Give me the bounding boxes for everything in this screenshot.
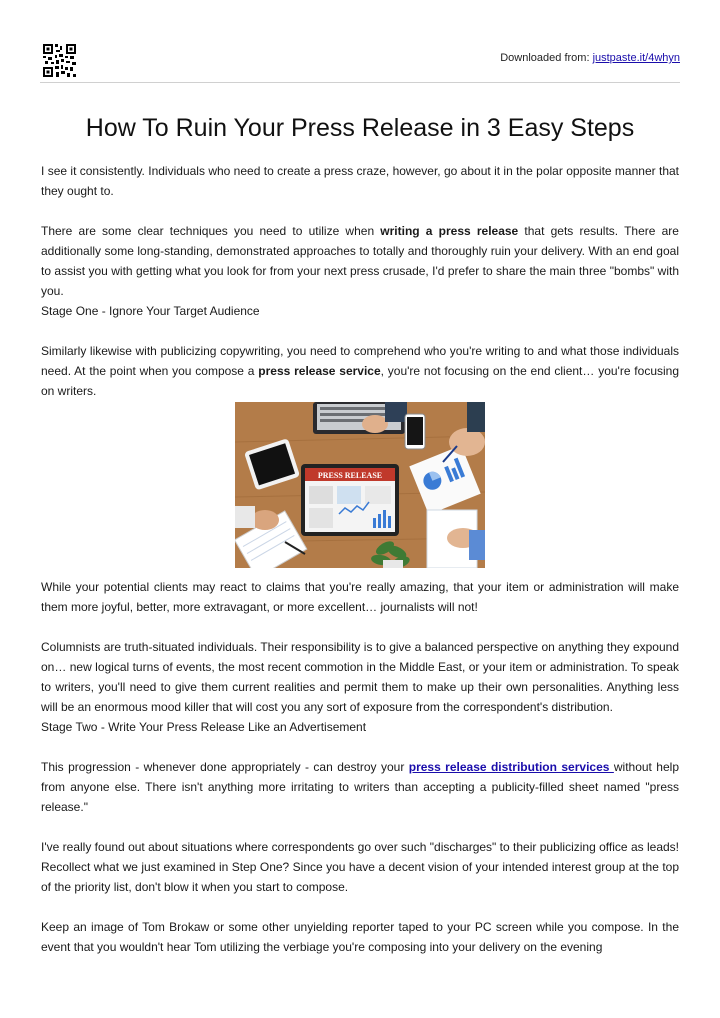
paragraph: Columnists are truth-situated individuals. Their responsibility is to give a balanced perspective on anything they expound on… new logical turns of events, the most recent commotion in the Middle East, or your item or administration. To speak to writers, you'll need to give them current realities and permit them to make up their own personalities. Anything less will be an enormous mood killer that will cost you any sort of exposure from the correspondent's distribution.: [41, 640, 679, 714]
paragraph-text: There are some clear techniques you need to utilize when: [41, 224, 381, 238]
download-source: [500, 52, 680, 64]
bold-phrase: writing a press release: [380, 224, 519, 238]
paragraph: While your potential clients may react to claims that you're really amazing, that your item or administration will make them more joyful, better, more extravagant, or more excellent… journalists will not!: [41, 580, 679, 614]
paragraph-text: This progression - whenever done appropriately - can destroy your: [41, 760, 409, 774]
page-header: [40, 42, 680, 83]
download-label: Downloaded from:: [500, 52, 593, 64]
paragraph: I've really found out about situations where correspondents go over such "discharges" to their publicizing office as leads! Recollect what we just examined in Step One? Since you have a decent vision of your intended interest group at the top of the priority list, don't blow it when you start to compose.: [41, 840, 679, 894]
paragraph: [41, 221, 679, 301]
document-title: How To Ruin Your Press Release in 3 Easy Steps: [85, 114, 635, 142]
article-body: [41, 161, 679, 977]
screen-heading: PRESS RELEASE: [317, 471, 383, 480]
paragraph-text: , you're not focusing on the end client… you're focusing on writers.: [41, 364, 680, 398]
qr-code-icon: [43, 44, 76, 77]
source-link[interactable]: justpaste.it/4whyn: [592, 52, 680, 64]
paragraph: [41, 757, 679, 817]
paragraph-text: Similarly likewise with publicizing copywriting, you need to comprehend who you're writing to and what those individuals need. At the point when you compose a: [41, 344, 679, 378]
stage-heading: Stage One - Ignore Your Target Audience: [41, 304, 260, 318]
bold-phrase: press release service: [258, 364, 381, 378]
paragraph-text: that gets results. There are additionally some long-standing, demonstrated approaches to totally and thoroughly ruin your delivery. With an end goal to assist you with getting what you look for from your next press crusade, I'd prefer to share the main three "bombs" with you.: [41, 224, 679, 298]
paragraph-text: without help from anyone else. There isn't anything more irritating to writers than accepting a publicity-filled sheet named "press release.": [41, 760, 679, 814]
press-release-photo: [235, 402, 485, 568]
stage-heading: Stage Two - Write Your Press Release Like an Advertisement: [41, 720, 367, 734]
paragraph: I see it consistently. Individuals who need to create a press craze, however, go about it in the polar opposite manner that they ought to.: [41, 164, 679, 198]
press-release-distribution-link[interactable]: press release distribution services: [408, 760, 614, 774]
paragraph: [41, 341, 679, 401]
paragraph: Keep an image of Tom Brokaw or some other unyielding reporter taped to your PC screen while you compose. In the event that you wouldn't hear Tom utilizing the verbiage you're composing into your delivery on the evening: [41, 920, 679, 954]
